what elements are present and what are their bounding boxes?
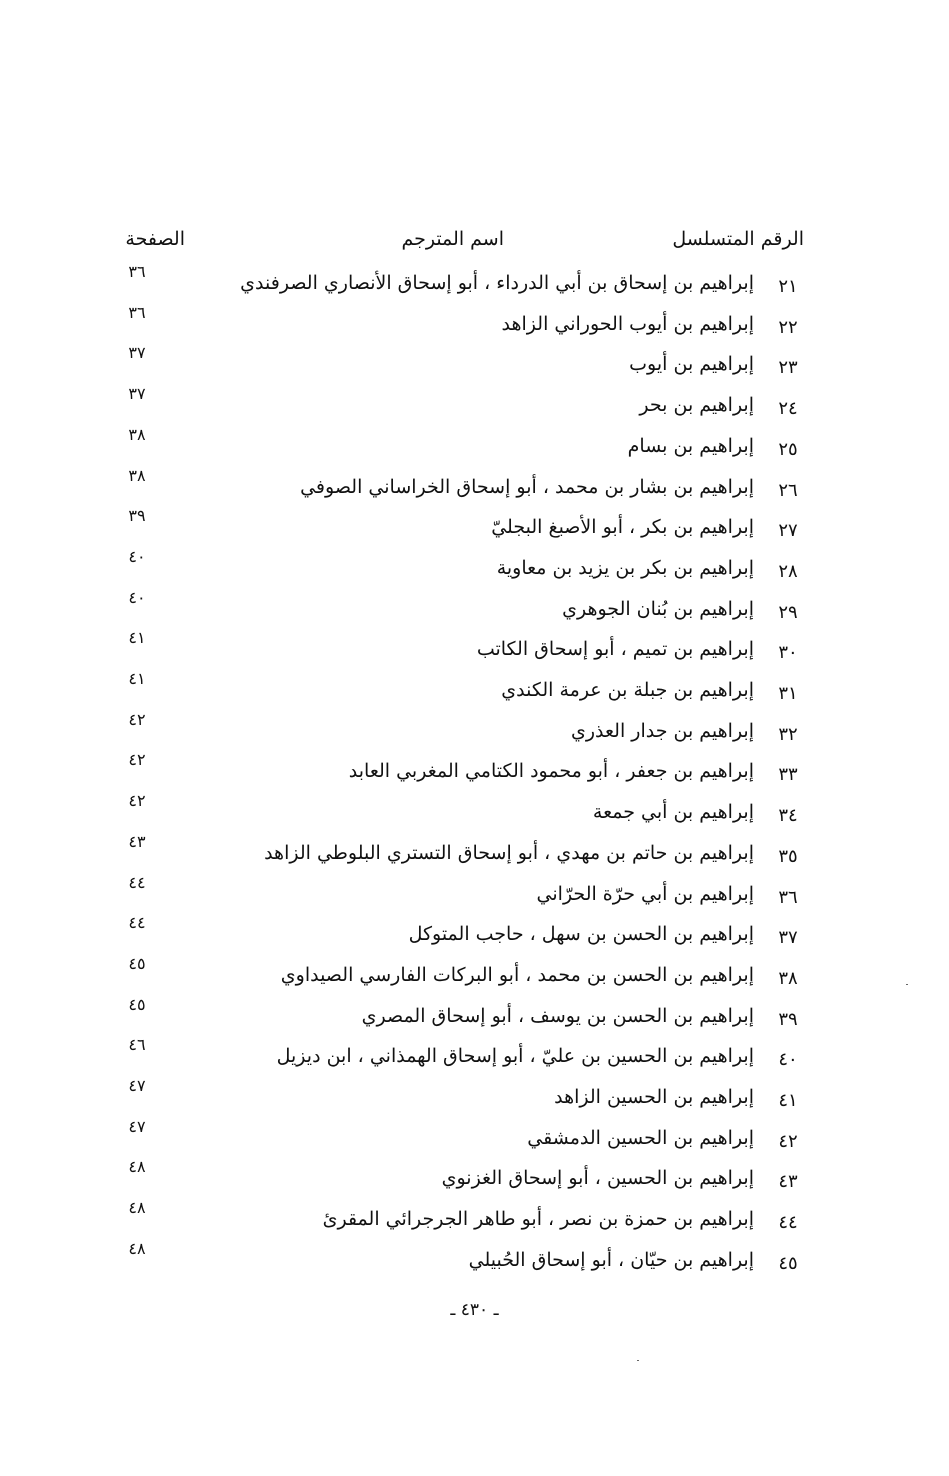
entry-page: ٣٧ — [128, 343, 146, 363]
entry-page: ٤٧ — [128, 1116, 146, 1136]
header-name: اسم المترجم — [401, 228, 504, 250]
entry-name: إبراهيم بن أيوب — [629, 353, 754, 376]
entry-number: ٤٥ — [778, 1252, 798, 1274]
entry-page: ٣٩ — [128, 506, 146, 526]
entry-name: إبراهيم بن الحسين الدمشقي — [527, 1126, 754, 1149]
entry-number: ٣٠ — [778, 642, 798, 664]
entry-page: ٤٢ — [128, 791, 146, 811]
entry-number: ٣٦ — [778, 886, 798, 908]
entry-number: ٢٢ — [778, 316, 798, 338]
entry-page: ٤٥ — [128, 994, 146, 1014]
entry-name: إبراهيم بن بكر بن يزيد بن معاوية — [496, 556, 754, 579]
entry-page: ٤٥ — [128, 953, 146, 973]
entry-name: إبراهيم بن جعفر ، أبو محمود الكتامي المغربي العابد — [348, 760, 754, 783]
entry-number: ٤١ — [778, 1090, 798, 1111]
entry-page: ٤٤ — [128, 872, 146, 892]
entry-number: ٢٨ — [778, 560, 798, 582]
entry-page: ٤٤ — [128, 913, 146, 933]
entry-page: ٤٨ — [128, 1238, 146, 1258]
entry-name: إبراهيم بن أبي جمعة — [592, 801, 754, 824]
entry-number: ٢٦ — [778, 479, 798, 501]
entry-page: ٤٣ — [128, 831, 146, 851]
scan-speck — [906, 984, 908, 985]
entry-page: ٣٨ — [128, 465, 146, 485]
entry-page: ٤٨ — [128, 1157, 146, 1177]
page-number: ـ ٤٣٠ ـ — [450, 1300, 499, 1320]
entry-page: ٣٨ — [128, 424, 146, 444]
entry-number: ٢٣ — [778, 357, 798, 379]
entry-number: ٣٣ — [778, 764, 798, 786]
entry-name: إبراهيم بن حاتم بن مهدي ، أبو إسحاق التستري البلوطي الزاهد — [264, 841, 754, 864]
entry-page: ٤١ — [128, 669, 146, 688]
entry-page: ٤٢ — [128, 709, 146, 729]
header-page: الصفحة — [125, 228, 185, 250]
entry-name: إبراهيم بن أبي حرّة الحرّاني — [536, 882, 754, 905]
entry-page: ٣٧ — [128, 384, 146, 404]
entry-name: إبراهيم بن الحسين الزاهد — [554, 1086, 754, 1108]
entry-number: ٣١ — [778, 683, 798, 704]
header-serial-number: الرقم المتسلسل — [672, 228, 804, 250]
entry-name: إبراهيم بن بحر — [639, 394, 754, 417]
entry-name: إبراهيم بن الحسن بن محمد ، أبو البركات الفارسي الصيداوي — [280, 963, 754, 986]
entry-page: ٤٠ — [128, 587, 146, 607]
entry-number: ٣٩ — [778, 1008, 798, 1030]
entry-name: إبراهيم بن أيوب الحوراني الزاهد — [501, 312, 754, 335]
entry-name: إبراهيم بن بكر ، أبو الأصبغ البجليّ — [491, 516, 754, 539]
entry-name: إبراهيم بن بُنان الجوهري — [562, 597, 754, 620]
entry-page: ٤٠ — [128, 546, 146, 566]
entry-number: ٣٨ — [778, 967, 798, 989]
entry-number: ٢١ — [778, 276, 798, 297]
entry-number: ٢٥ — [778, 438, 798, 460]
entry-page: ٤٦ — [128, 1035, 146, 1055]
entry-name: إبراهيم بن بسام — [627, 434, 754, 457]
entry-name: إبراهيم بن الحسين بن عليّ ، أبو إسحاق الهمذاني ، ابن ديزيل — [276, 1045, 754, 1068]
entry-name: إبراهيم بن إسحاق بن أبي الدرداء ، أبو إسحاق الأنصاري الصرفندي — [240, 272, 754, 294]
entry-name: إبراهيم بن الحسين ، أبو إسحاق الغزنوي — [441, 1167, 754, 1190]
entry-number: ٤٣ — [778, 1171, 798, 1193]
entry-number: ٤٠ — [778, 1049, 798, 1071]
entry-number: ٤٤ — [778, 1212, 798, 1234]
entry-name: إبراهيم بن جدار العذري — [570, 719, 754, 742]
entry-page: ٤١ — [128, 628, 146, 648]
scan-speck — [637, 1360, 639, 1361]
entry-number: ٢٧ — [778, 520, 798, 542]
entry-page: ٤٢ — [128, 750, 146, 770]
entry-name: إبراهيم بن الحسن بن يوسف ، أبو إسحاق المصري — [361, 1004, 754, 1027]
entry-page: ٣٦ — [128, 302, 146, 322]
entry-number: ٣٥ — [778, 845, 798, 867]
entry-page: ٤٨ — [128, 1198, 146, 1218]
entry-name: إبراهيم بن بشار بن محمد ، أبو إسحاق الخراساني الصوفي — [300, 475, 754, 498]
entry-number: ٣٤ — [778, 805, 798, 827]
entry-page: ٤٧ — [128, 1076, 146, 1095]
entry-number: ٣٧ — [778, 927, 798, 949]
entry-name: إبراهيم بن الحسن بن سهل ، حاجب المتوكل — [408, 923, 754, 946]
entry-name: إبراهيم بن جبلة بن عرمة الكندي — [501, 679, 754, 701]
entry-name: إبراهيم بن تميم ، أبو إسحاق الكاتب — [476, 638, 754, 661]
entry-number: ٢٤ — [778, 398, 798, 420]
entry-name: إبراهيم بن حيّان ، أبو إسحاق الحُبيلي — [468, 1248, 754, 1271]
entry-number: ٢٩ — [778, 601, 798, 623]
table-row — [0, 1238, 949, 1286]
entry-name: إبراهيم بن حمزة بن نصر ، أبو طاهر الجرجرائي المقرئ — [322, 1208, 754, 1231]
entry-page: ٣٦ — [128, 262, 146, 281]
entry-number: ٣٢ — [778, 723, 798, 745]
entry-number: ٤٢ — [778, 1130, 798, 1152]
